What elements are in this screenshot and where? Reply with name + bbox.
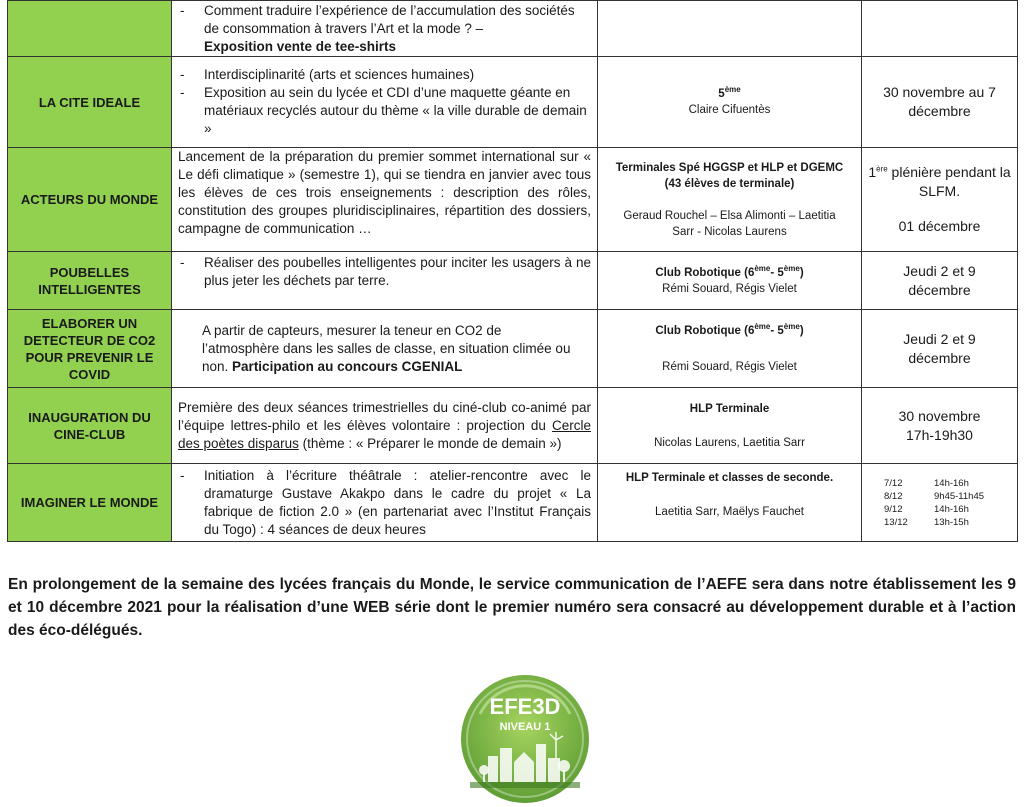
schedule-time: 14h-16h (934, 477, 969, 489)
table-row (8, 464, 1018, 542)
group-title-end: ) (799, 324, 804, 337)
description-cell (172, 57, 598, 148)
logo-title: EFE3D (489, 694, 561, 719)
bullet-item (178, 254, 591, 290)
bullet-item (178, 66, 591, 84)
description-bold-text: Participation au concours CGENIAL (232, 358, 463, 374)
category-cell: ACTEURS DU MONDE (8, 148, 172, 252)
category-cell: LA CITE IDEALE (8, 57, 172, 148)
group-title: Terminales Spé HGGSP et HLP et DGEMC (43 élèves de terminale) (615, 161, 844, 190)
who-cell (598, 57, 862, 148)
group-title-mid: - 5 (770, 324, 784, 337)
grade-sup: ème (783, 321, 800, 331)
bullet-dash: - (180, 255, 185, 270)
grade-sup: ème (754, 321, 771, 331)
schedule-item (884, 490, 1017, 503)
description-text: A partir de capteurs, mesurer la teneur en CO2 de l’atmosphère dans les salles de classe, en situation climée ou non. (202, 322, 571, 374)
description-cell (172, 388, 598, 464)
who-cell (598, 1, 862, 57)
category-cell: IMAGINER LE MONDE (8, 464, 172, 542)
teacher-names: Rémi Souard, Régis Vielet (662, 282, 797, 295)
teacher-names: Laetitia Sarr, Maëlys Fauchet (655, 506, 804, 518)
description-text-end: (thème : « Préparer le monde de demain ») (302, 435, 562, 451)
when-cell: Jeudi 2 et 9 décembre (862, 252, 1018, 310)
efe3d-logo (460, 674, 590, 804)
table-row (8, 388, 1018, 464)
table-row (8, 310, 1018, 388)
who-cell (598, 252, 862, 310)
teacher-names: Claire Cifuentès (688, 104, 771, 116)
schedule-date: 7/12 (884, 477, 903, 489)
description-cell (172, 310, 598, 388)
category-cell (8, 1, 172, 57)
group-title: Club Robotique (6 (655, 324, 755, 337)
group-title: HLP Terminale (689, 402, 770, 415)
when-cell (862, 1, 1018, 57)
schedule-item (884, 503, 1017, 516)
grade-sup: ème (754, 263, 771, 273)
grade-sup: ème (783, 263, 800, 273)
logo-ground (470, 782, 580, 788)
description-cell (172, 1, 598, 57)
schedule-time: 13h-15h (934, 516, 969, 528)
description-cell: Lancement de la préparation du premier sommet international sur « Le défi climatique » (semestre 1), qui se tiendra en janvier avec tous les élèves de ces trois enseignements : description des rôles, constitution des groupes pluridisciplinaires, répartition des dossiers, campagne de communication … (172, 148, 598, 252)
bullet-bold-text: Exposition vente de tee-shirts (204, 38, 397, 54)
bullet-dash: - (180, 467, 185, 483)
teacher-names: Nicolas Laurens, Laetitia Sarr (654, 436, 805, 449)
description-cell (172, 464, 598, 542)
session-sup: ère (876, 164, 888, 174)
who-cell (598, 148, 862, 252)
teacher-names: Geraud Rouchel – Elsa Alimonti – Laetitia Sarr - Nicolas Laurens (623, 209, 836, 238)
document-sheet (7, 0, 1017, 542)
session-label: plénière pendant la SLFM. (887, 164, 1011, 199)
session-date: 30 novembre (898, 407, 981, 424)
when-cell (862, 464, 1018, 542)
teacher-names: Rémi Souard, Régis Vielet (662, 360, 797, 373)
who-cell (598, 388, 862, 464)
session-time: 17h-19h30 (906, 426, 973, 443)
when-cell (862, 388, 1018, 464)
film-title: Cercle des poètes disparus (178, 417, 591, 451)
table-row (8, 57, 1018, 148)
bullet-dash: - (180, 2, 185, 18)
schedule-date: 9/12 (884, 503, 903, 515)
logo-subtitle: NIVEAU 1 (499, 721, 551, 733)
category-cell: INAUGURATION DU CINE-CLUB (8, 388, 172, 464)
description-text: Première des deux séances trimestrielles du ciné-club co-animé par l’équipe lettres-philo et les élèves volontaire : projection du (178, 399, 591, 433)
bullet-text: Comment traduire l’expérience de l’accumulation des sociétés de consommation à travers l’Art et la mode ? – (204, 2, 575, 36)
bullet-text: Initiation à l’écriture théâtrale : atelier-rencontre avec le dramaturge Gustave Akakpo dans le cadre du projet « La fabrique de fiction 2.0 » (en partenariat avec l’Institut Français du Togo) : 4 séances de deux heures (204, 467, 591, 537)
schedule-item (884, 516, 1017, 529)
closing-paragraph: En prolongement de la semaine des lycées français du Monde, le service communication de l’AEFE sera dans notre établissement les 9 et 10 décembre 2021 pour la réalisation d’une WEB série dont le premier numéro sera consacré au développement durable et à l’action des éco-délégués. (8, 576, 1016, 639)
table-row (8, 148, 1018, 252)
table-row (8, 1, 1018, 57)
schedule-time: 14h-16h (934, 503, 969, 515)
bullet-dash: - (180, 85, 185, 100)
schedule-date: 8/12 (884, 490, 903, 502)
grade-sup: ème (724, 85, 741, 95)
schedule-list (862, 477, 1017, 529)
bullet-dash: - (180, 67, 185, 82)
group-title-mid: - 5 (770, 266, 784, 279)
bullet-item (178, 2, 591, 56)
when-cell: Jeudi 2 et 9 décembre (862, 310, 1018, 388)
who-cell (598, 464, 862, 542)
bullet-item (178, 84, 591, 138)
group-title: HLP Terminale et classes de seconde. (625, 472, 834, 484)
schedule-item (884, 477, 1017, 490)
bullet-text: Réaliser des poubelles intelligentes pour inciter les usagers à ne plus jeter les déchets par terre. (204, 255, 591, 288)
group-title-end: ) (799, 266, 804, 279)
bullet-text: Exposition au sein du lycée et CDI d’une maquette géante en matériaux recyclés autour du thème « la ville durable de demain » (204, 85, 587, 136)
category-cell: POUBELLES INTELLIGENTES (8, 252, 172, 310)
bullet-item (178, 467, 591, 539)
activities-table (7, 0, 1018, 542)
when-cell (862, 148, 1018, 252)
bullet-text: Interdisciplinarité (arts et sciences humaines) (204, 67, 475, 82)
group-title: Club Robotique (6 (655, 266, 755, 279)
table-row (8, 252, 1018, 310)
category-cell: ELABORER UN DETECTEUR DE CO2 POUR PREVENIR LE COVID (8, 310, 172, 388)
grade-label: 5 (718, 88, 725, 100)
schedule-time: 9h45-11h45 (934, 490, 985, 502)
description-cell (172, 252, 598, 310)
schedule-date: 13/12 (884, 516, 908, 528)
session-date: 01 décembre (898, 218, 981, 234)
when-cell: 30 novembre au 7 décembre (862, 57, 1018, 148)
who-cell (598, 310, 862, 388)
session-number: 1 (868, 164, 877, 180)
